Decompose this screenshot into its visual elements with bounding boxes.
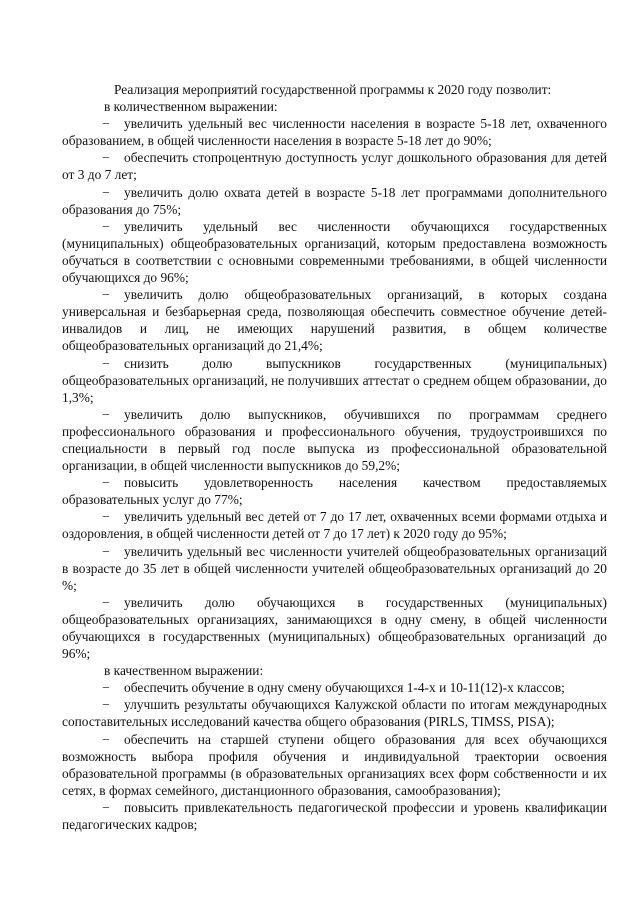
list-item <box>62 799 607 833</box>
list-item-text: увеличить удельный вес численности обучающихся государственных (муниципальных) общеобразовательных организаций, которым предоставлена возможность обучаться в соответствии с основными современными требованиями, в общей численности обучающихся до 96%; <box>62 218 607 286</box>
bullet-dash: − <box>102 150 110 166</box>
list-item <box>62 184 607 218</box>
bullet-dash: − <box>102 355 110 371</box>
quantitative-heading: в количественном выражении: <box>104 99 278 115</box>
list-item <box>62 218 607 286</box>
list-item-text: увеличить удельный вес численности населения в возрасте 5-18 лет, охваченного образованием, в общей численности населения в возрасте 5-18 лет до 90%; <box>62 116 607 149</box>
list-item-text: снизить долю выпускников государственных (муниципальных) общеобразовательных организаций, не получивших аттестат о среднем общем образовании, до 1,3%; <box>62 355 607 405</box>
document-page <box>62 81 607 833</box>
list-item-text: увеличить долю выпускников, обучившихся по программам среднего профессионального образования и профессионального обучения, трудоустроившихся по специальности в первый год после выпуска из профессиональной образовательной организации, в общей численности выпускников до 59,2%; <box>62 406 607 474</box>
list-item-text: повысить удовлетворенность населения качеством предоставляемых образовательных услуг до 77%; <box>62 475 607 508</box>
list-item <box>62 679 607 696</box>
bullet-dash: − <box>102 594 110 610</box>
list-item <box>62 508 607 542</box>
list-item <box>62 149 607 183</box>
list-item-text: обеспечить на старшей ступени общего образования для всех обучающихся возможность выбора профиля обучения и индивидуальной траектории освоения образовательной программы (в образовательных организациях всех форм собственности и их сетях, в формах семейного, дистанционного образования, самообразования); <box>62 731 607 798</box>
bullet-dash: − <box>102 287 110 303</box>
bullet-dash: − <box>102 680 110 696</box>
list-item-text: увеличить долю общеобразовательных организаций, в которых создана универсальная и безбарьерная среда, позволяющая обеспечить совместное обучение детей-инвалидов и лиц, не имеющих нарушений развития, в общем количестве общеобразовательных организаций до 21,4%; <box>62 287 607 354</box>
bullet-dash: − <box>102 406 110 422</box>
list-item <box>62 355 607 406</box>
list-item-text: увеличить долю охвата детей в возрасте 5-18 лет программами дополнительного образования до 75%; <box>62 184 607 217</box>
bullet-dash: − <box>102 731 110 747</box>
intro-paragraph: Реализация мероприятий государственной программы к 2020 году позволит: <box>114 82 552 97</box>
list-item <box>62 594 607 662</box>
bullet-dash: − <box>102 543 110 559</box>
list-item-text: обеспечить обучение в одну смену обучающихся 1-4-х и 10-11(12)-х классов; <box>124 680 565 696</box>
list-item-text: улучшить результаты обучающихся Калужской области по итогам международных сопоставительных исследований качества общего образования (PIRLS, TIMSS, PISA); <box>62 697 607 730</box>
bullet-dash: − <box>102 475 110 491</box>
bullet-dash: − <box>102 116 110 132</box>
list-item-text: обеспечить стопроцентную доступность услуг дошкольного образования для детей от 3 до 7 лет; <box>62 150 607 183</box>
bullet-dash: − <box>102 184 110 200</box>
list-item <box>62 543 607 594</box>
list-item-text: повысить привлекательность педагогической профессии и уровень квалификации педагогических кадров; <box>62 799 607 833</box>
list-item <box>62 286 607 354</box>
bullet-dash: − <box>102 799 110 815</box>
qualitative-heading: в качественном выражении: <box>104 663 264 679</box>
list-item <box>62 731 607 799</box>
list-item <box>62 474 607 508</box>
list-item-text: увеличить удельный вес численности учителей общеобразовательных организаций в возрасте до 35 лет в общей численности учителей общеобразовательных организаций до 20 %; <box>62 543 607 593</box>
qualitative-list <box>62 679 607 833</box>
bullet-dash: − <box>102 509 110 525</box>
bullet-dash: − <box>102 697 110 713</box>
bullet-dash: − <box>102 218 110 234</box>
list-item <box>62 406 607 474</box>
list-item-text: увеличить долю обучающихся в государственных (муниципальных) общеобразовательных организациях, занимающихся в одну смену, в общей численности обучающихся в государственных (муниципальных) общеобразовательных организаций до 96%; <box>62 594 607 662</box>
quantitative-list <box>62 115 607 662</box>
list-item-text: увеличить удельный вес детей от 7 до 17 лет, охваченных всеми формами отдыха и оздоровления, в общей численности детей от 7 до 17 лет) к 2020 году до 95%; <box>62 509 607 542</box>
list-item <box>62 115 607 149</box>
list-item <box>62 696 607 730</box>
